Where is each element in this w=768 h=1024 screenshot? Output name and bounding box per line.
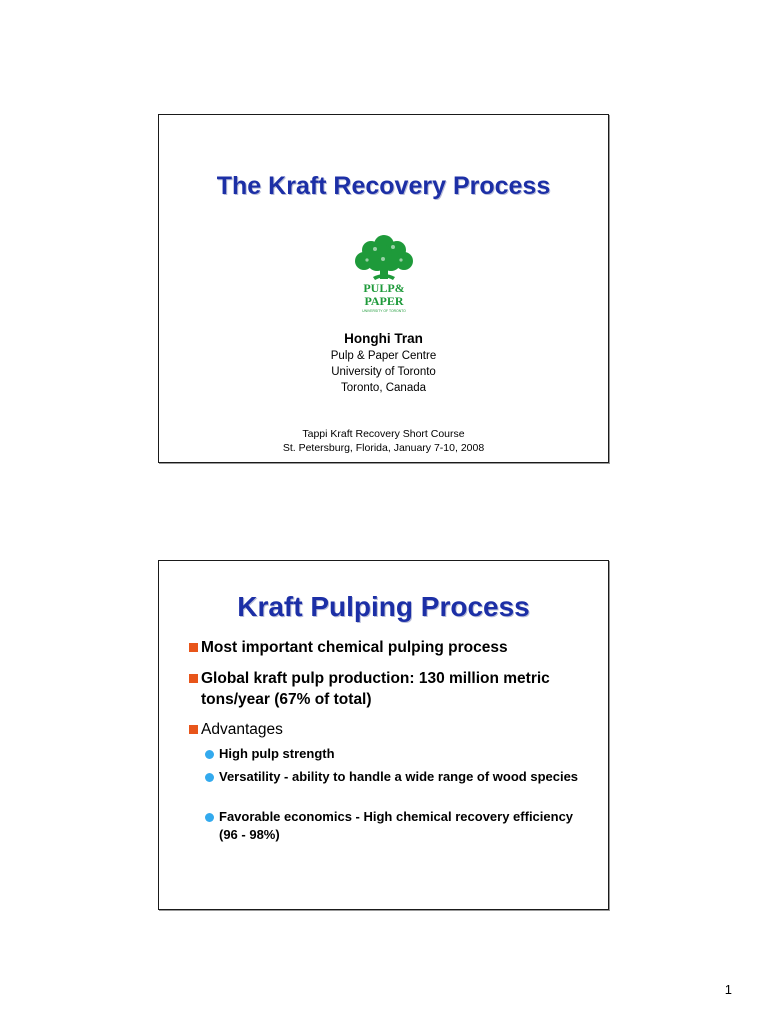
course-line: St. Petersburg, Florida, January 7-10, 2008 xyxy=(282,442,485,454)
round-bullet-icon xyxy=(205,773,214,782)
affiliation-line: Pulp & Paper Centre xyxy=(330,350,437,362)
author-name: Honghi Tran xyxy=(344,331,423,346)
bullet-text: Global kraft pulp production: 130 million metric tons/year (67% of total) xyxy=(201,670,550,708)
bullet-text: Most important chemical pulping process xyxy=(201,639,508,656)
square-bullet-icon xyxy=(189,725,198,734)
page-number: 1 xyxy=(724,982,732,997)
round-bullet-icon xyxy=(205,750,214,759)
logo-text-pulp: PULP& xyxy=(363,281,405,295)
pulp-paper-logo-icon xyxy=(353,233,415,315)
square-bullet-icon xyxy=(189,643,198,652)
bullet-item xyxy=(189,719,589,740)
course-line: Tappi Kraft Recovery Short Course xyxy=(302,428,465,440)
sub-bullet-item xyxy=(205,768,595,786)
slide-kraft-pulping xyxy=(158,560,609,910)
logo-text-paper: PAPER xyxy=(364,294,404,308)
round-bullet-icon xyxy=(205,813,214,822)
affiliation-line: Toronto, Canada xyxy=(340,382,427,394)
bullet-item xyxy=(189,637,589,658)
slide-title-heading: The Kraft Recovery Process xyxy=(216,172,551,200)
sub-bullet-text: High pulp strength xyxy=(219,746,335,761)
sub-bullet-text: Versatility - ability to handle a wide range of wood species xyxy=(219,769,579,784)
slide-title-heading: Kraft Pulping Process xyxy=(237,591,530,622)
sub-bullet-item xyxy=(205,745,595,763)
sub-bullet-text: Favorable economics - High chemical recovery efficiency (96 - 98%) xyxy=(219,809,574,842)
slide-title xyxy=(158,114,609,463)
affiliation-line: University of Toronto xyxy=(331,366,436,378)
sub-bullet-item xyxy=(205,808,595,844)
bullet-text: Advantages xyxy=(201,721,283,738)
square-bullet-icon xyxy=(189,674,198,683)
logo-text-university: UNIVERSITY OF TORONTO xyxy=(362,309,406,313)
bullet-item xyxy=(189,668,589,710)
